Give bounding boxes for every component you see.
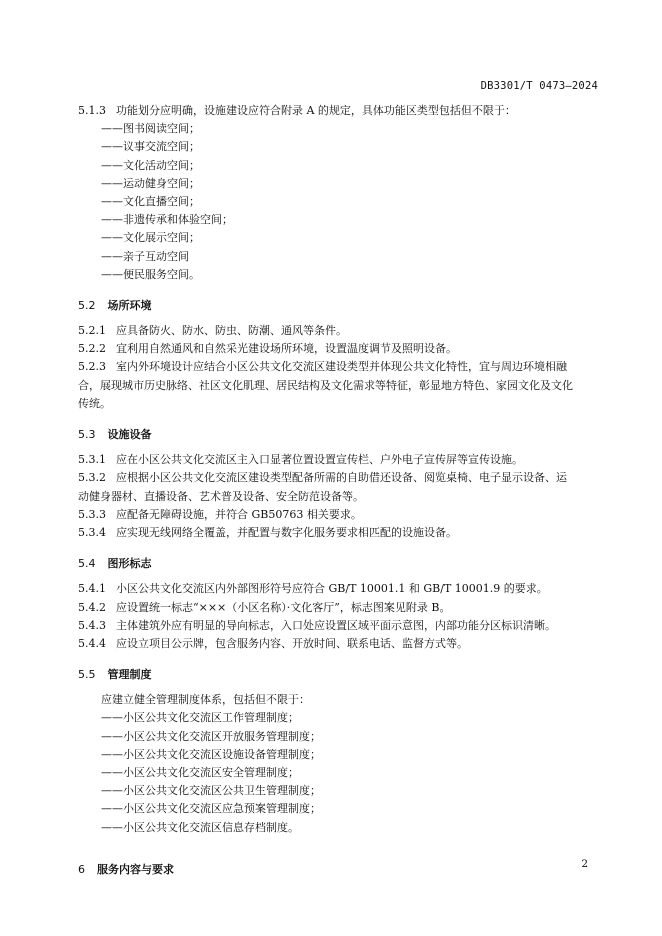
clause-number: 5.4.2 (78, 600, 106, 614)
clause-5-4-1 (78, 580, 598, 598)
clause-number: 5.2.2 (78, 342, 106, 356)
list-item: ——议事交流空间； (101, 140, 200, 154)
section-intro: 应建立健全管理制度体系，包括但不限于： (101, 693, 310, 707)
section-number: 5.2 (78, 298, 96, 312)
section-heading-5-4 (78, 555, 598, 573)
list-item: ——图书阅读空间； (101, 122, 200, 136)
clause-number: 5.3.4 (78, 525, 106, 539)
clause-5-2-3 (78, 358, 598, 376)
clause-5-3-2 (78, 469, 598, 487)
list-item: ——便民服务空间。 (101, 267, 200, 281)
list-item: ——文化展示空间； (101, 231, 200, 245)
clause-5-2-1 (78, 322, 598, 340)
clause-number: 5.3.3 (78, 507, 106, 521)
clause-number: 5.4.1 (78, 582, 106, 596)
chapter-title: 服务内容与要求 (97, 862, 174, 876)
clause-number: 5.1.3 (78, 104, 106, 117)
clause-5-4-2 (78, 599, 598, 617)
list-item: ——文化活动空间； (101, 158, 200, 172)
chapter-heading-6 (78, 861, 598, 879)
clause-5-3-1 (78, 451, 598, 469)
list-item: ——亲子互动空间 (101, 249, 189, 263)
clause-text-continuation: 传统。 (78, 396, 111, 410)
clause-text: 宜利用自然通风和自然采光建设场所环境，设置温度调节及照明设备。 (116, 342, 457, 356)
clause-5-3-4 (78, 524, 598, 542)
clause-text: 主体建筑外应有明显的导向标志，入口处应设置区域平面示意图，内部功能分区标识清晰。 (116, 618, 556, 632)
clause-text: 应实现无线网络全覆盖，并配置与数字化服务要求相匹配的设施设备。 (116, 525, 457, 539)
section-title: 管理制度 (107, 668, 152, 682)
clause-text: 应设立项目公示牌，包含服务内容、开放时间、联系电话、监督方式等。 (116, 636, 468, 650)
clause-5-4-4 (78, 635, 598, 653)
document-code: DB3301/T 0473—2024 (480, 80, 598, 92)
clause-5-2-2 (78, 340, 598, 358)
section-heading-5-5 (78, 666, 598, 684)
section-heading-5-3 (78, 426, 598, 444)
list-item: ——小区公共文化交流区公共卫生管理制度； (101, 784, 321, 798)
section-title: 场所环境 (107, 298, 152, 312)
list-item: ——文化直播空间； (101, 194, 200, 208)
section-number: 5.3 (78, 428, 96, 441)
clause-text: 应设置统一标志“×××（小区名称）·文化客厅”，标志图案见附录 B。 (116, 600, 451, 614)
clause-text-line: 室内外环境设计应结合小区公共文化交流区建设类型并体现公共文化特性，宜与周边环境相融 (116, 360, 567, 374)
clause-text: 功能划分应明确，设施建设应符合附录 A 的规定，具体功能区类型包括但不限于： (116, 104, 516, 117)
clause-text: 应配备无障碍设施，并符合 GB50763 相关要求。 (116, 507, 362, 521)
clause-text: 应具备防火、防水、防虫、防潮、通风等条件。 (116, 324, 347, 338)
page-number: 2 (581, 858, 588, 870)
clause-number: 5.2.1 (78, 324, 106, 338)
clause-5-4-3 (78, 617, 598, 635)
clause-5-1-3 (78, 102, 598, 120)
clause-number: 5.4.4 (78, 636, 106, 650)
clause-number: 5.3.1 (78, 453, 106, 467)
list-item: ——小区公共文化交流区工作管理制度； (101, 711, 299, 725)
clause-text-continuation: 动健身器材、直播设备、艺术普及设备、安全防范设备等。 (78, 489, 364, 503)
clause-text: 小区公共文化交流区内外部图形符号应符合 GB/T 10001.1 和 GB/T 10001.9 的要求。 (116, 582, 548, 596)
section-title: 图形标志 (107, 557, 152, 571)
document-body (78, 102, 598, 886)
clause-text-continuation: 合，展现城市历史脉络、社区文化肌理、居民结构及文化需求等特征，彰显地方特色、家园文化及文化 (78, 378, 573, 392)
section-title: 设施设备 (107, 428, 152, 441)
list-item: ——小区公共文化交流区开放服务管理制度； (101, 729, 321, 743)
list-item: ——小区公共文化交流区应急预案管理制度； (101, 802, 321, 816)
clause-number: 5.3.2 (78, 471, 106, 485)
section-number: 5.4 (78, 557, 96, 571)
section-number: 5.5 (78, 668, 96, 682)
clause-5-3-3 (78, 506, 598, 524)
list-item: ——非遗传承和体验空间； (101, 213, 233, 227)
list-item: ——小区公共文化交流区安全管理制度； (101, 766, 299, 779)
clause-number: 5.4.3 (78, 618, 106, 632)
section-heading-5-2 (78, 297, 598, 315)
chapter-number: 6 (78, 862, 85, 876)
list-item: ——运动健身空间； (101, 176, 200, 190)
clause-text: 应在小区公共文化交流区主入口显著位置设置宣传栏、户外电子宣传屏等宣传设施。 (116, 453, 523, 467)
list-item: ——小区公共文化交流区设施设备管理制度； (101, 747, 321, 761)
clause-text-line: 应根据小区公共文化交流区建设类型配备所需的自助借还设备、阅览桌椅、电子显示设备、运 (116, 471, 567, 485)
list-item: ——小区公共文化交流区信息存档制度。 (101, 820, 299, 834)
clause-number: 5.2.3 (78, 360, 106, 374)
